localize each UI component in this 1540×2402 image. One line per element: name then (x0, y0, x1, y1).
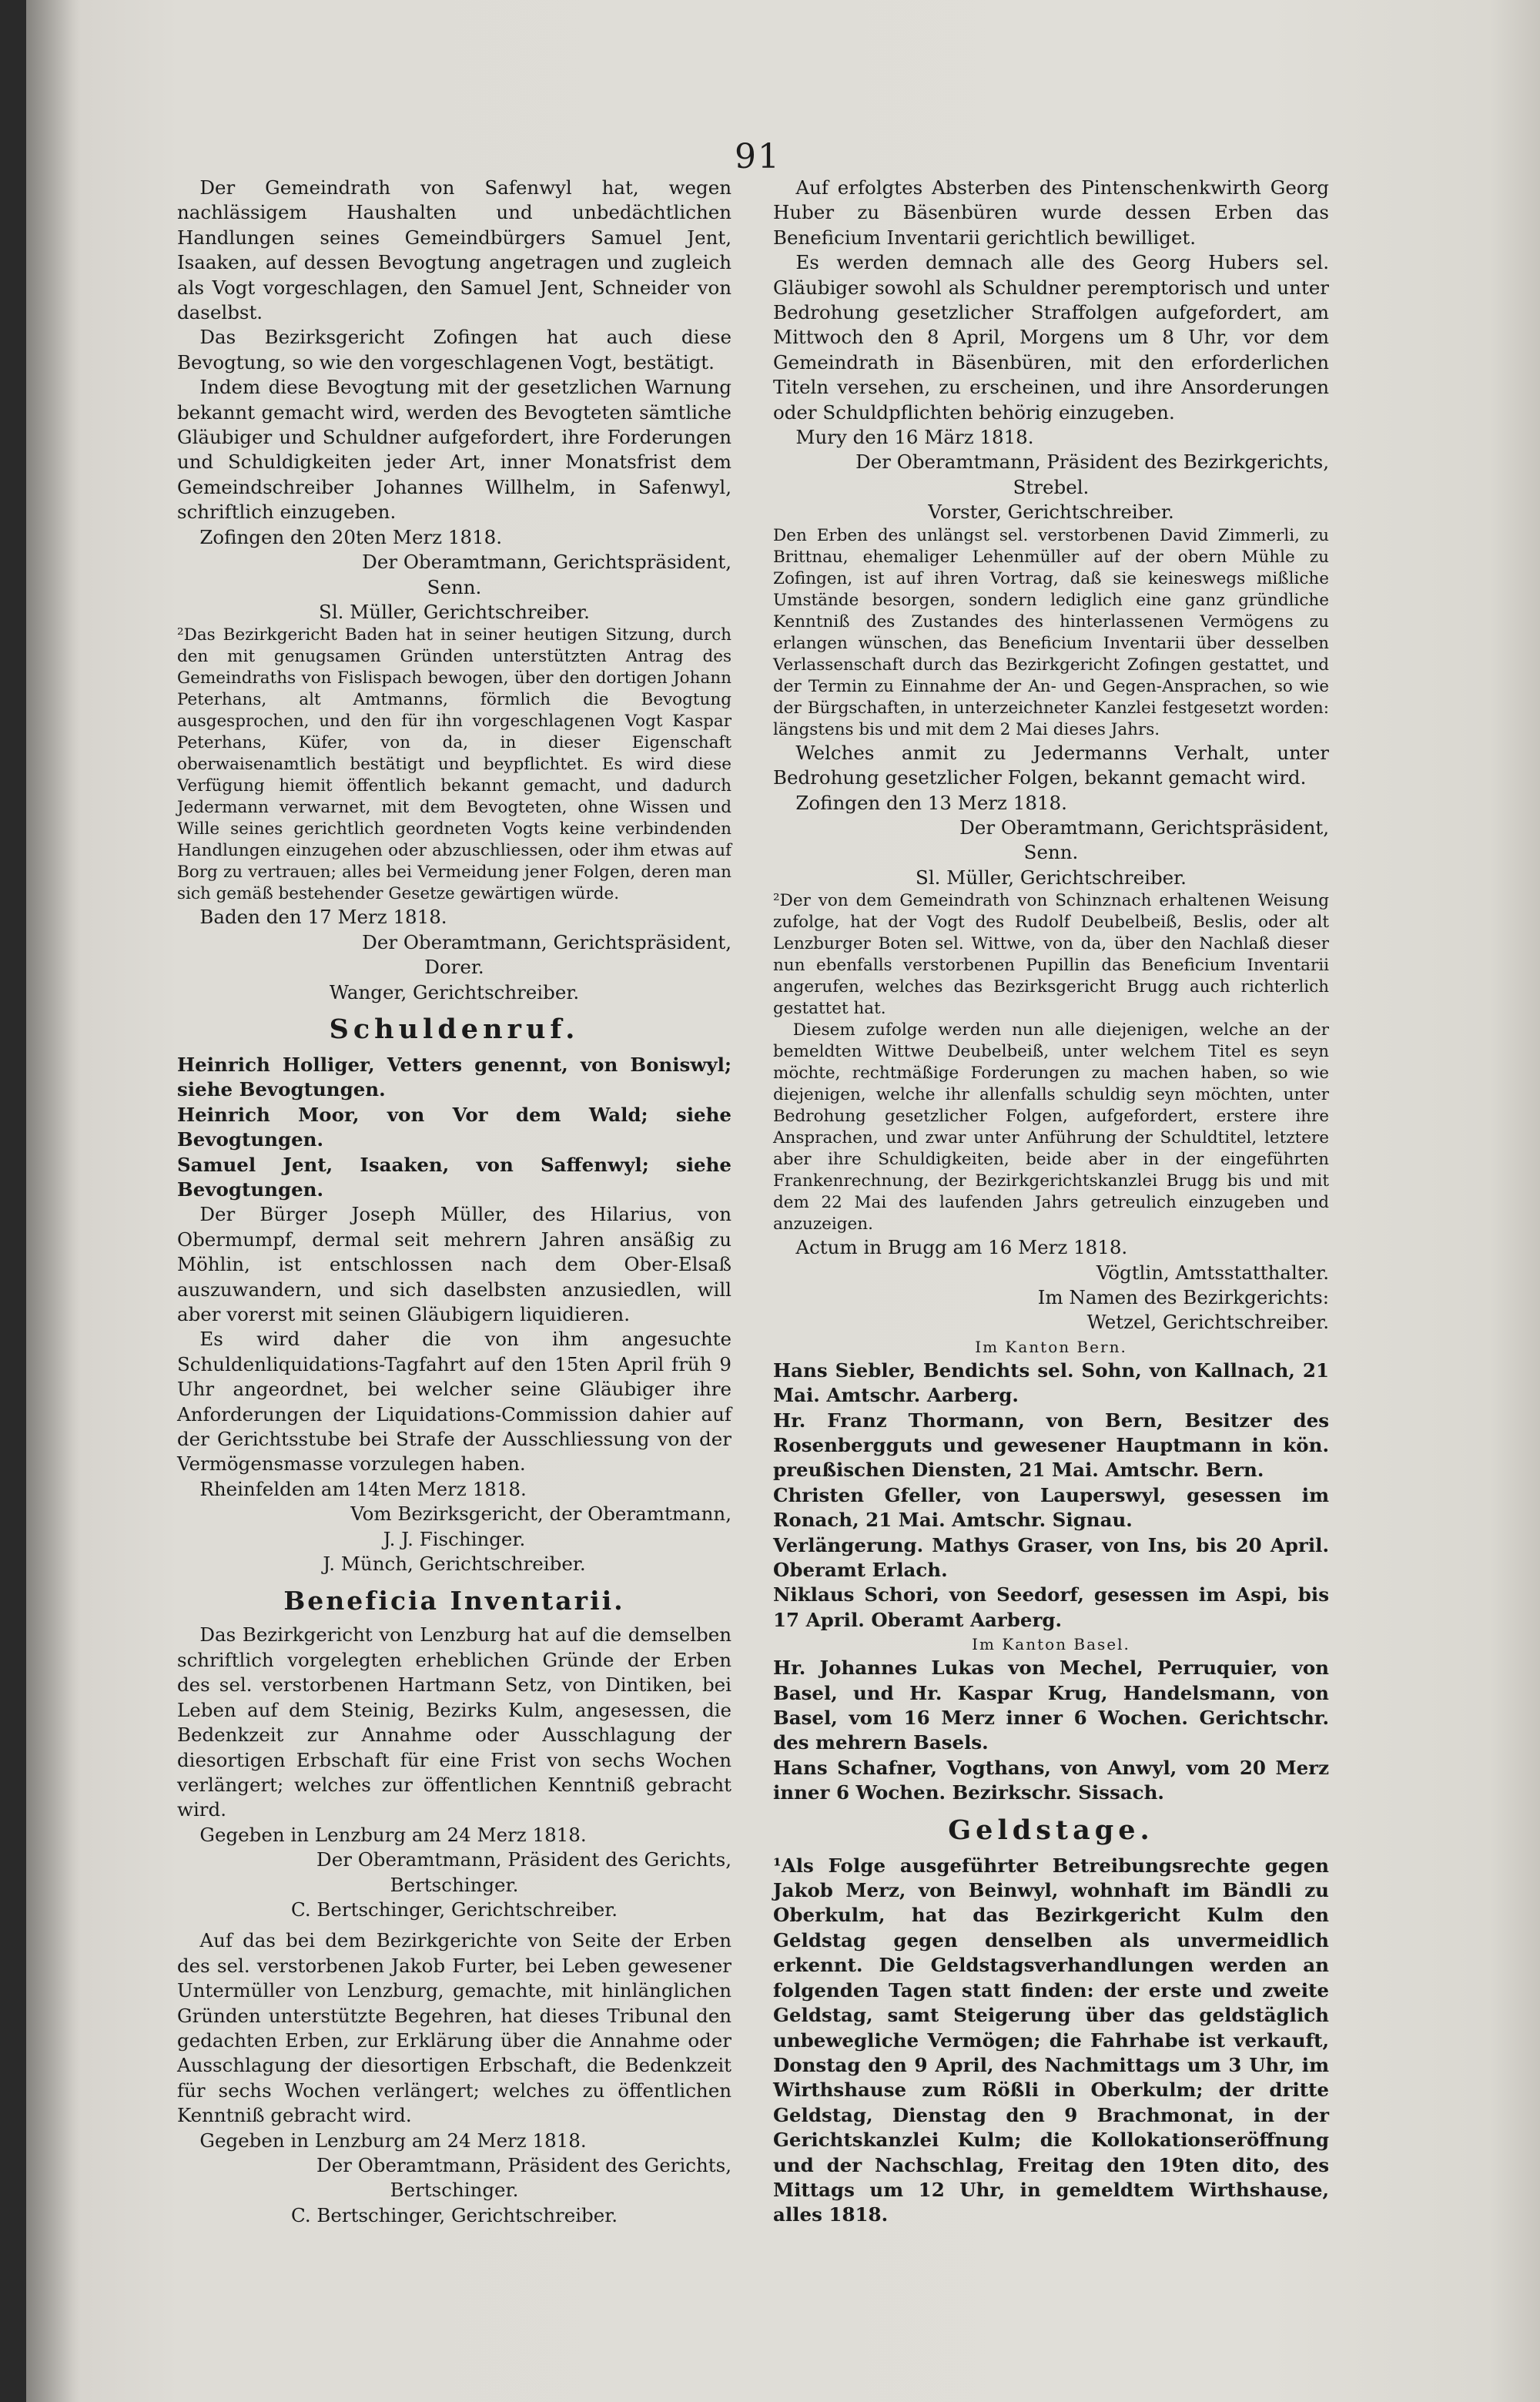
page-binding-shadow (26, 0, 80, 2402)
paragraph: Den Erben des unlängst sel. verstorbenen David Zimmerli, zu Brittnau, ehemaliger Lehenmüller auf der obern Mühle zu Zofingen, ist auf ihren Vortrag, daß sie keineswegs mißliche Umstände besorgen, sondern lediglich eine ganz gründliche Kenntniß des Zustandes des hinterlassenen Vermögens zu erlangen wünschen, das Beneficium Inventarii über desselben Verlassenschaft durch das Bezirkgericht Zofingen gestattet, und der Termin zu Einnahme der An- und Gegen-Ansprachen, so wie der Bürgschaften, in unterzeichneter Kanzlei festgesetzt worden: längstens bis und mit dem 2 Mai dieses Jahrs. (773, 525, 1329, 739)
signature-line: Der Oberamtmann, Gerichtspräsident, (959, 816, 1329, 839)
section-heading-geldstage: Geldstage. (948, 1814, 1154, 1846)
list-item: Hr. Johannes Lukas von Mechel, Perruquier, von Basel, und Hr. Kaspar Krug, Handelsmann, von Basel, vom 16 Merz inner 6 Wochen. Gerichtschr. des mehrern Basels. (773, 1657, 1329, 1754)
paragraph: Auf das bei dem Bezirkgerichte von Seite der Erben des sel. verstorbenen Jakob Furter, bei Leben gewesener Untermüller von Lenzburg, gemachte, mit hinlänglichen Gründen unterstützte Begehren, hat dieses Tribunal den gedachten Erben, zur Erklärung über die Annahme oder Ausschlagung der diesortigen Erbschaft, die Bedenkzeit für sechs Wochen verlängert; welches zu öffentlichen Kenntniß gebracht wird. (177, 1929, 732, 2127)
signature-name: Dorer. (424, 956, 484, 979)
list-item: Heinrich Moor, von Vor dem Wald; siehe Bevogtungen. (177, 1103, 732, 1151)
date-line: Gegeben in Lenzburg am 24 Merz 1818. (199, 1823, 587, 1846)
signature-line: Der Oberamtmann, Präsident des Gerichts, (316, 1848, 732, 1871)
list-item: Niklaus Schori, von Seedorf, gesessen im Aspi, bis 17 April. Oberamt Aarberg. (773, 1583, 1329, 1631)
signature-line: Wetzel, Gerichtschreiber. (1086, 1311, 1329, 1334)
date-line: Gegeben in Lenzburg am 24 Merz 1818. (199, 2129, 587, 2152)
signature-name: J. J. Fischinger. (383, 1527, 526, 1550)
signature-line: Vögtlin, Amtsstatthalter. (1096, 1261, 1329, 1284)
signature-line: Der Oberamtmann, Gerichtspräsident, (362, 551, 732, 574)
date-line: Zofingen den 20ten Merz 1818. (199, 525, 503, 548)
paragraph: ¹Als Folge ausgeführter Betreibungsrechte gegen Jakob Merz, von Beinwyl, wohnhaft im Bändli zu Oberkulm, hat das Bezirkgericht Kulm den Geldstag gegen denselben als unvermeidlich erkennt. Die Geldstagsverhandlungen werden an folgenden Tagen statt finden: der erste und zweite Geldstag, samt Steigerung über das geldstäglich unbewegliche Vermögen; die Fahrhabe ist verkauft, Donstag den 9 April, des Nachmittags um 3 Uhr, im Wirthshause zum Rößli in Oberkulm; der dritte Geldstag, Dienstag den 9 Brachmonat, in der Gerichtskanzlei Kulm; die Kollokationseröffnung und der Nachschlag, Freitag den 19ten dito, des Mittags um 12 Uhr, in gemeldtem Wirthshause, alles 1818. (773, 1854, 1329, 2226)
paragraph: Der Gemeindrath von Safenwyl hat, wegen nachlässigem Haushalten und unbedächtlichen Handlungen seines Gemeindbürgers Samuel Jent, Isaaken, auf dessen Bevogtung angetragen und zugleich als Vogt vorgeschlagen, den Samuel Jent, Schneider von daselbst. (177, 176, 732, 324)
signature-line: Im Namen des Bezirkgerichts: (1037, 1285, 1329, 1308)
signature-line: Sl. Müller, Gerichtschreiber. (319, 600, 590, 623)
signature-line: Sl. Müller, Gerichtschreiber. (916, 866, 1187, 889)
paragraph: Das Bezirkgericht von Lenzburg hat auf die demselben schriftlich vorgelegten erheblichen Gründe der Erben des sel. verstorbenen Hartmann Setz, von Dintiken, bei Leben auf dem Steinig, Bezirks Kulm, angesessen, die Bedenkzeit zur Annahme oder Ausschlagung der diesortigen Erbschaft für eine Frist von sechs Wochen verlängert; welches zur öffentlichen Kenntniß gebracht wird. (177, 1623, 732, 1821)
list-item: Hans Schafner, Vogthans, von Anwyl, vom 20 Merz inner 6 Wochen. Bezirkschr. Sissach. (773, 1756, 1329, 1804)
paragraph: Es werden demnach alle des Georg Hubers sel. Gläubiger sowohl als Schuldner peremptorisch und unter Bedrohung gesetzlicher Straffolgen aufgefordert, am Mittwoch den 8 April, Morgens um 8 Uhr, vor dem Gemeindrath in Bäsenbüren, mit den erforderlichen Titeln versehen, zu erscheinen, und ihre Ansorderungen oder Schuldpflichten behörig einzugeben. (773, 251, 1329, 424)
signature-line: Der Oberamtmann, Präsident des Gerichts, (316, 2154, 732, 2176)
signature-name: Bertschinger. (390, 2179, 519, 2202)
date-line: Zofingen den 13 Merz 1818. (795, 791, 1067, 814)
signature-line: Wanger, Gerichtschreiber. (329, 980, 580, 1003)
newspaper-page (26, 0, 1540, 2402)
list-item: Hans Siebler, Bendichts sel. Sohn, von Kallnach, 21 Mai. Amtschr. Aarberg. (773, 1358, 1329, 1407)
list-item: Verlängerung. Mathys Graser, von Ins, bis 20 April. Oberamt Erlach. (773, 1533, 1329, 1581)
list-item: Christen Gfeller, von Lauperswyl, gesessen im Ronach, 21 Mai. Amtschr. Signau. (773, 1483, 1329, 1532)
paragraph: Das Bezirksgericht Zofingen hat auch diese Bevogtung, so wie den vorgeschlagenen Vogt, bestätigt. (177, 326, 732, 374)
paragraph: Indem diese Bevogtung mit der gesetzlichen Warnung bekannt gemacht wird, werden des Bevogteten sämtliche Gläubiger und Schuldner aufgefordert, ihre Forderungen und Schuldigkeiten jeder Art, inner Monatsfrist dem Gemeindschreiber Johannes Willhelm, in Safenwyl, schriftlich einzugeben. (177, 376, 732, 524)
subheading-kanton-basel: Im Kanton Basel. (972, 1635, 1130, 1654)
signature-name: Strebel. (1013, 475, 1090, 498)
subheading-kanton-bern: Im Kanton Bern. (975, 1337, 1127, 1356)
paragraph: Diesem zufolge werden nun alle diejenigen, welche an der bemeldten Wittwe Deubelbeiß, unter welchem Titel es seyn möchte, rechtmäßige Forderungen zu machen haben, so wie diejenigen, welche ihr allenfalls schuldig seyn möchten, unter Bedrohung gesetzlicher Folgen, aufgefordert, erstere ihre Ansprachen, und zwar unter Anführung der Schuldtitel, letztere aber ihre Schuldigkeiten, beide aber in der eingeführten Frankenrechnung, der Bezirkgerichtskanzlei Brugg bis und mit dem 22 Mai des laufenden Jahrs getreulich einzugeben und anzuzeigen. (773, 1020, 1329, 1235)
paragraph: Auf erfolgtes Absterben des Pintenschenkwirth Georg Huber zu Bäsenbüren wurde dessen Erben das Beneficium Inventarii gerichtlich bewilliget. (773, 176, 1329, 249)
paragraph: Es wird daher die von ihm angesuchte Schuldenliquidations-Tagfahrt auf den 15ten April früh 9 Uhr angeordnet, bei welcher seine Gläubiger ihre Anforderungen der Liquidations-Commission dahier auf der Gerichtsstube bei Strafe der Ausschliessung von der Vermögensmasse vorzulegen haben. (177, 1328, 732, 1476)
paragraph: ²Der von dem Gemeindrath von Schinznach erhaltenen Weisung zufolge, hat der Vogt des Rudolf Deubelbeiß, Beslis, oder alt Lenzburger Boten sel. Wittwe, von da, über den Nachlaß dieser nun ebenfalls verstorbenen Pupillin das Beneficium Inventarii angerufen, welches das Bezirksgericht Brugg auch richterlich gestattet hat. (773, 891, 1329, 1019)
signature-line: Der Oberamtmann, Präsident des Bezirkgerichts, (855, 451, 1329, 474)
date-line: Rheinfelden am 14ten Merz 1818. (199, 1477, 527, 1500)
signature-line: Vom Bezirksgericht, der Oberamtmann, (350, 1503, 732, 1526)
signature-line: C. Bertschinger, Gerichtschreiber. (290, 1898, 618, 1921)
list-item: Heinrich Holliger, Vetters genennt, von Boniswyl; siehe Bevogtungen. (177, 1053, 732, 1101)
date-line: Baden den 17 Merz 1818. (199, 906, 447, 929)
paragraph: Der Bürger Joseph Müller, des Hilarius, von Obermumpf, dermal seit mehrern Jahren ansäßig zu Möhlin, ist entschlossen nach dem Ober-Elsaß auszuwandern, und sich daselbsten anzusiedlen, will aber vorerst mit seinen Gläubigern liquidieren. (177, 1203, 732, 1325)
page-number: 91 (735, 137, 781, 176)
signature-line: Der Oberamtmann, Gerichtspräsident, (362, 930, 732, 953)
right-column (773, 176, 1329, 2228)
section-heading-schuldenruf: Schuldenruf. (329, 1013, 580, 1045)
signature-line: J. Münch, Gerichtschreiber. (323, 1553, 586, 1576)
section-heading-beneficia: Beneficia Inventarii. (283, 1586, 625, 1616)
date-line: Actum in Brugg am 16 Merz 1818. (795, 1236, 1128, 1259)
left-column (177, 176, 732, 2228)
signature-line: C. Bertschinger, Gerichtschreiber. (290, 2203, 618, 2226)
signature-name: Bertschinger. (390, 1873, 519, 1896)
list-item: Samuel Jent, Isaaken, von Saffenwyl; siehe Bevogtungen. (177, 1153, 732, 1201)
signature-line: Vorster, Gerichtschreiber. (928, 501, 1174, 524)
date-line: Mury den 16 März 1818. (795, 426, 1034, 449)
paragraph: Welches anmit zu Jedermanns Verhalt, unter Bedrohung gesetzlicher Folgen, bekannt gemacht wird. (773, 741, 1329, 789)
signature-name: Senn. (1023, 841, 1079, 864)
paragraph: ²Das Bezirkgericht Baden hat in seiner heutigen Sitzung, durch den mit genugsamen Gründen unterstützten Antrag des Gemeindraths von Fislispach bewogen, über den dortigen Johann Peterhans, alt Amtmanns, förmlich die Bevogtung ausgesprochen, und den für ihn vorgeschlagenen Vogt Kaspar Peterhans, Küfer, von da, in dieser Eigenschaft oberwaisenamtlich bestätigt und beypflichtet. Es wird diese Verfügung hiemit öffentlich bekannt gemacht, und dadurch Jedermann verwarnet, mit dem Bevogteten, ohne Wissen und Wille seines gerichtlich geordneten Vogts keine verbindenden Handlungen einzugehen oder abzuschliessen, oder ihm etwas auf Borg zu vertrauen; alles bei Vermeidung jener Folgen, deren man sich gemäß bestehender Gesetze gewärtigen würde. (177, 625, 732, 904)
signature-name: Senn. (427, 575, 482, 598)
list-item: Hr. Franz Thormann, von Bern, Besitzer des Rosenbergguts und gewesener Hauptmann in kön. preußischen Diensten, 21 Mai. Amtschr. Bern. (773, 1409, 1329, 1482)
